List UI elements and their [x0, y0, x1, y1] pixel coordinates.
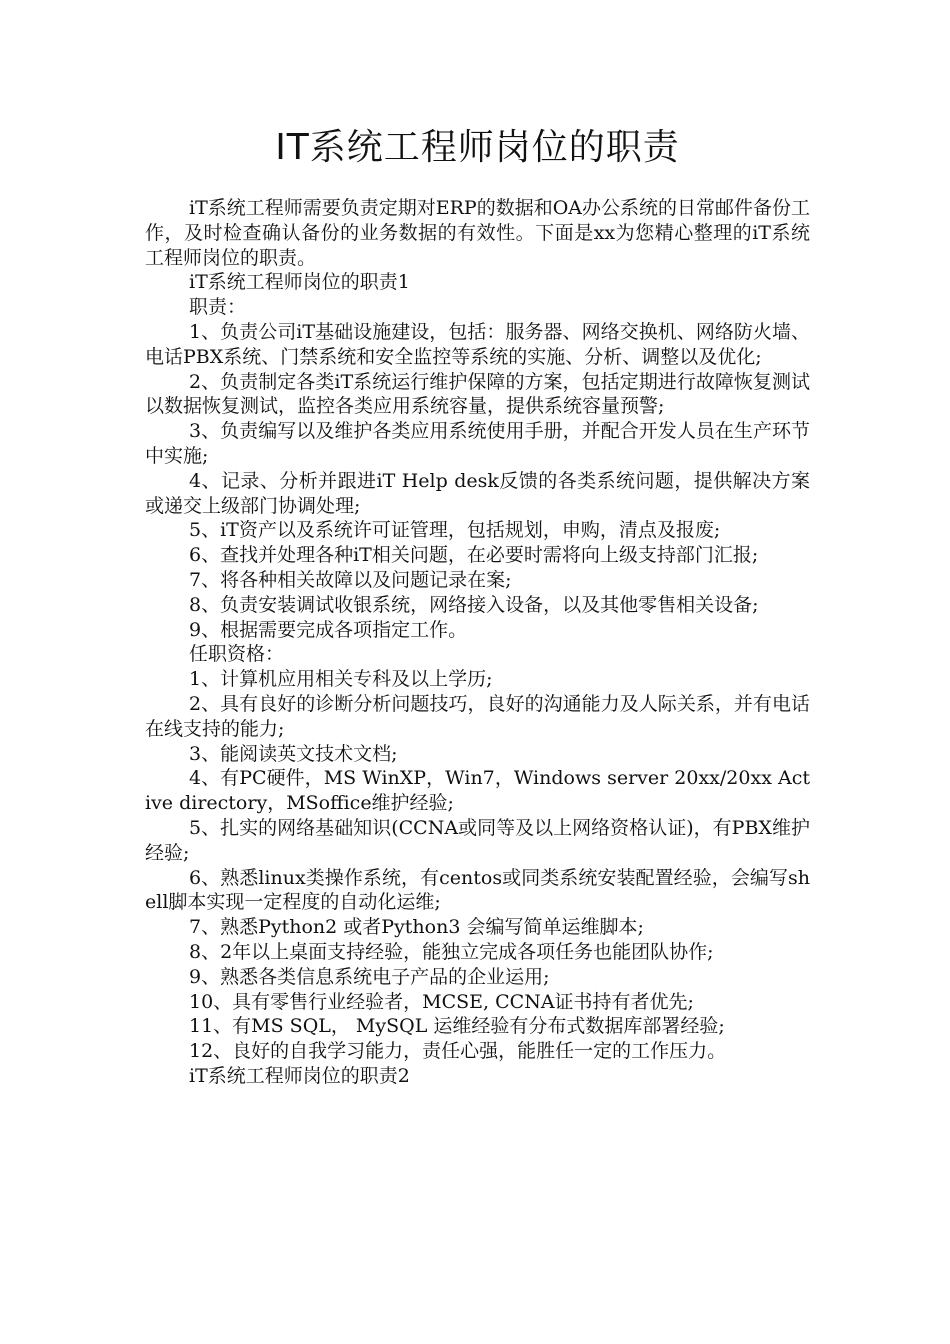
- qualification-item-3: 3、能阅读英文技术文档;: [189, 742, 398, 765]
- qualification-item-11: 11、有MS SQL， MySQL 运维经验有分布式数据库部署经验;: [189, 1015, 725, 1038]
- qualification-item-7: 7、熟悉Python2 或者Python3 会编写简单运维脚本;: [189, 916, 644, 939]
- qualification-item-5: 5、扎实的网络基础知识(CCNA或同等及以上网络资格认证)，有PBX维护经验;: [145, 816, 810, 864]
- intro-paragraph: iT系统工程师需要负责定期对ERP的数据和OA办公系统的日常邮件备份工作，及时检查确认备份的业务数据的有效性。下面是xx为您精心整理的iT系统工程师岗位的职责。: [145, 197, 811, 269]
- qualification-item-2: 2、具有良好的诊断分析问题技巧，良好的沟通能力及人际关系，并有电话在线支持的能力;: [145, 692, 810, 740]
- qualification-item-4: 4、有PC硬件，MS WinXP，Win7，Windows server 20xx/20xx Active directory，MSoffice维护经验;: [145, 767, 810, 815]
- duty-item-8: 8、负责安装调试收银系统，网络接入设备，以及其他零售相关设备;: [189, 593, 759, 616]
- duty-item-6: 6、查找并处理各种iT相关问题，在必要时需将向上级支持部门汇报;: [189, 544, 759, 567]
- section-heading-1: iT系统工程师岗位的职责1: [189, 271, 410, 294]
- section-heading-2: iT系统工程师岗位的职责2: [189, 1064, 410, 1087]
- document-page: [145, 120, 810, 1089]
- duty-item-7: 7、将各种相关故障以及问题记录在案;: [189, 568, 512, 591]
- document-title: IT系统工程师岗位的职责: [275, 127, 680, 168]
- qualifications-label: 任职资格：: [189, 643, 285, 666]
- duty-item-9: 9、根据需要完成各项指定工作。: [189, 618, 468, 641]
- duty-item-3: 3、负责编写以及维护各类应用系统使用手册，并配合开发人员在生产环节中实施;: [145, 420, 810, 467]
- qualification-item-6: 6、熟悉linux类操作系统，有centos或同类系统安装配置经验，会编写shell脚本实现一定程度的自动化运维;: [145, 866, 810, 914]
- duty-item-2: 2、负责制定各类iT系统运行维护保障的方案，包括定期进行故障恢复测试以数据恢复测试，监控各类应用系统容量，提供系统容量预警;: [145, 370, 810, 418]
- document-body: [145, 196, 810, 1089]
- duty-item-4: 4、记录、分析并跟进iT Help desk反馈的各类系统问题，提供解决方案或递交上级部门协调处理;: [145, 469, 810, 517]
- qualification-item-12: 12、良好的自我学习能力，责任心强，能胜任一定的工作压力。: [189, 1040, 727, 1063]
- qualification-item-10: 10、具有零售行业经验者，MCSE, CCNA证书持有者优先;: [189, 990, 694, 1013]
- qualification-item-9: 9、熟悉各类信息系统电子产品的企业运用;: [189, 965, 550, 988]
- duty-item-5: 5、iT资产以及系统许可证管理，包括规划，申购，清点及报废;: [189, 519, 721, 542]
- qualification-item-8: 8、2年以上桌面支持经验，能独立完成各项任务也能团队协作;: [189, 940, 714, 963]
- duty-item-1: 1、负责公司iT基础设施建设，包括：服务器、网络交换机、网络防火墙、电话PBX系统、门禁系统和安全监控等系统的实施、分析、调整以及优化;: [145, 320, 810, 368]
- duties-label: 职责：: [189, 296, 247, 319]
- qualification-item-1: 1、计算机应用相关专科及以上学历;: [189, 668, 493, 691]
